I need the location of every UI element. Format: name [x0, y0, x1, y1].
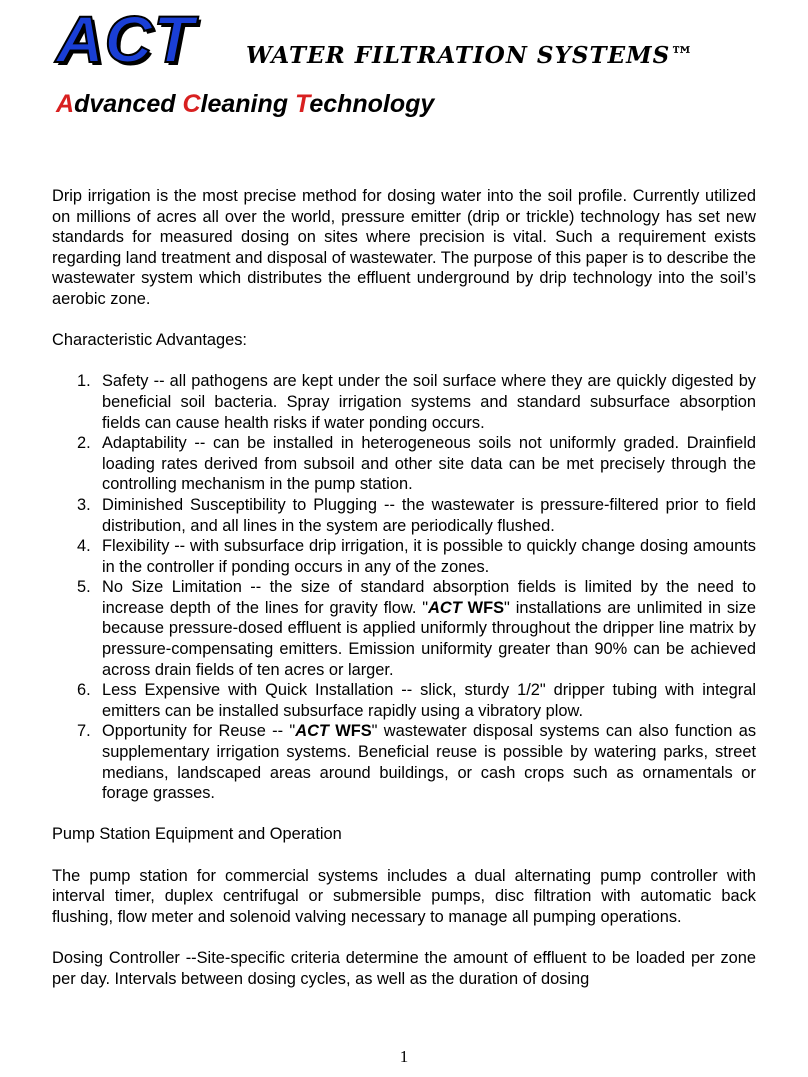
- list-text: Adaptability -- can be installed in heterogeneous soils not uniformly graded. Drainfield loading rates derived from subsoil and other site data can be met precisely through the controlling mechanism in the pump station.: [102, 434, 756, 494]
- subtitle-word: dvanced: [74, 90, 183, 118]
- advantages-list: [52, 371, 756, 803]
- logo-tagline: WATER FILTRATION SYSTEMS™: [246, 42, 695, 69]
- list-number: 5.: [77, 578, 91, 597]
- document-body: [52, 186, 756, 989]
- list-number: 3.: [77, 495, 91, 514]
- list-number: 6.: [77, 681, 91, 700]
- list-text: Less Expensive with Quick Installation -- slick, sturdy 1/2" dripper tubing with integral emitters can be installed subsurface rapidly using a vibratory plow.: [102, 681, 756, 720]
- subtitle-word: echnology: [309, 90, 435, 118]
- dosing-paragraph: Dosing Controller --Site-specific criteria determine the amount of effluent to be loaded per zone per day. Intervals between dosing cycles, as well as the duration of dosing: [52, 948, 756, 988]
- list-text: " wastewater disposal systems can also function as supplementary irrigation systems. Beneficial reuse is possible by watering parks, street medians, landscaped areas around buildings, or cash crops such as ornamentals or forage grasses.: [102, 722, 757, 803]
- subtitle-initial: C: [182, 90, 201, 118]
- list-text: Diminished Susceptibility to Plugging -- the wastewater is pressure-filtered prior to field distribution, and all lines in the system are periodically flushed.: [102, 495, 756, 535]
- list-text: No Size Limitation -- the size of standard absorption fields is limited by the need to increase depth of the lines for gravity flow. ": [102, 578, 756, 617]
- list-text: Opportunity for Reuse -- ": [102, 722, 296, 741]
- logo-subtitle: [56, 90, 434, 119]
- list-text: Flexibility -- with subsurface drip irrigation, it is possible to quickly change dosing amounts in the controller if ponding occurs in any of the zones.: [102, 537, 756, 576]
- list-item: [52, 577, 756, 680]
- brand-wfs: WFS: [328, 722, 372, 741]
- brand-act: ACT: [295, 722, 329, 741]
- pump-paragraph: The pump station for commercial systems includes a dual alternating pump controller with interval timer, duplex centrifugal or submersible pumps, disc filtration with automatic back flushing, flow meter and solenoid valving necessary to manage all pumping operations.: [52, 866, 756, 926]
- list-number: 4.: [77, 537, 91, 556]
- logo-act: ACT: [56, 2, 195, 76]
- brand-act: ACT: [428, 598, 462, 617]
- page-number: 1: [399, 1047, 409, 1066]
- list-item: [52, 371, 756, 433]
- list-item: [52, 680, 756, 721]
- list-item: [52, 721, 756, 803]
- pump-heading: Pump Station Equipment and Operation: [52, 825, 342, 844]
- brand-wfs: WFS: [461, 598, 505, 617]
- list-item: [52, 495, 756, 536]
- list-number: 1.: [77, 372, 91, 391]
- list-number: 2.: [77, 434, 91, 453]
- subtitle-initial: T: [294, 90, 310, 118]
- intro-paragraph: Drip irrigation is the most precise method for dosing water into the soil profile. Currently utilized on millions of acres all over the world, pressure emitter (drip or trickle) technology has set new standards for measured dosing on sites where precision is vital. Such a requirement exists regarding land treatment and disposal of wastewater. The purpose of this paper is to describe the wastewater system which distributes the effluent underground by drip technology into the soil’s aerobic zone.: [52, 187, 757, 308]
- list-item: [52, 433, 756, 495]
- list-number: 7.: [77, 722, 91, 741]
- advantages-heading: Characteristic Advantages:: [52, 331, 247, 350]
- subtitle-initial: A: [56, 90, 75, 118]
- list-text: " installations are unlimited in size because pressure-dosed effluent is applied uniformly throughout the dripper line matrix by pressure-compensating emitters. Emission uniformity greater than 90% can be achieved across drain fields of ten acres or larger.: [102, 598, 756, 679]
- list-item: [52, 536, 756, 577]
- subtitle-word: leaning: [200, 90, 295, 118]
- list-text: Safety -- all pathogens are kept under the soil surface where they are quickly digested by beneficial soil bacteria. Spray irrigation systems and standard subsurface absorption fields can cause health risks if water ponding occurs.: [102, 372, 756, 432]
